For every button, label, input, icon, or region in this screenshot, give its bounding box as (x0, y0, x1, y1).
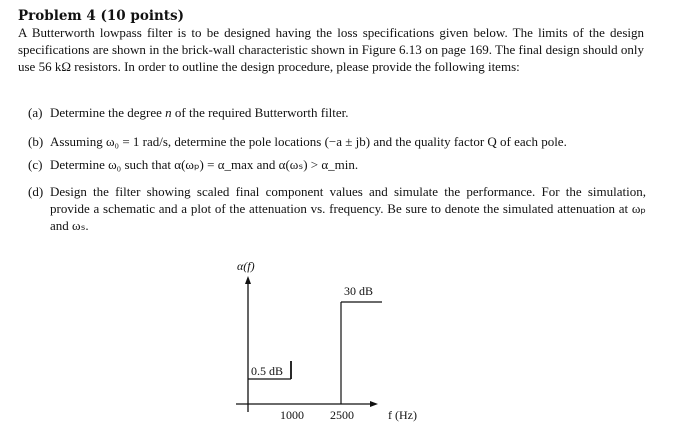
x-tick-label: 1000 (280, 408, 304, 422)
x-axis-arrow (370, 401, 378, 407)
item-text: Design the filter showing scaled final component values and simulate the performance. For the simulation, provide a schematic and a plot of the attenuation vs. frequency. Be sure to denote the simulated attenuation at ωₚ and ωₛ. (50, 184, 646, 233)
x-tick-label: 2500 (330, 408, 354, 422)
passband-label: 0.5 dB (251, 364, 284, 378)
item-label: (a) (28, 105, 43, 120)
problem-title: Problem 4 (10 points) (18, 8, 184, 24)
stopband-label: 30 dB (344, 284, 374, 298)
item-label: (d) (28, 184, 44, 199)
item-text: Assuming ω₀ = 1 rad/s, determine the pole locations (−a ± jb) and the quality factor Q of each pole. (50, 134, 567, 149)
problem-intro: A Butterworth lowpass filter is to be designed having the loss specifications given below. The limits of the design specifications are shown in the brick-wall characteristic shown in Figure 6.13 on page 169. The final design should only use 56 kΩ resistors. In order to outline the design procedure, please provide the following items: (18, 25, 644, 75)
brick-wall-figure (0, 250, 694, 436)
item-text: Determine the degree n of the required Butterworth filter. (50, 105, 349, 120)
x-axis-label: f (Hz) (388, 408, 417, 422)
y-axis-label: α(f) (237, 259, 255, 273)
item-label: (b) (28, 134, 44, 149)
item-text: Determine ω₀ such that α(ωₚ) = α_max and α(ωₛ) > α_min. (50, 157, 359, 172)
item-label: (c) (28, 157, 43, 172)
y-axis-arrow (245, 276, 251, 284)
